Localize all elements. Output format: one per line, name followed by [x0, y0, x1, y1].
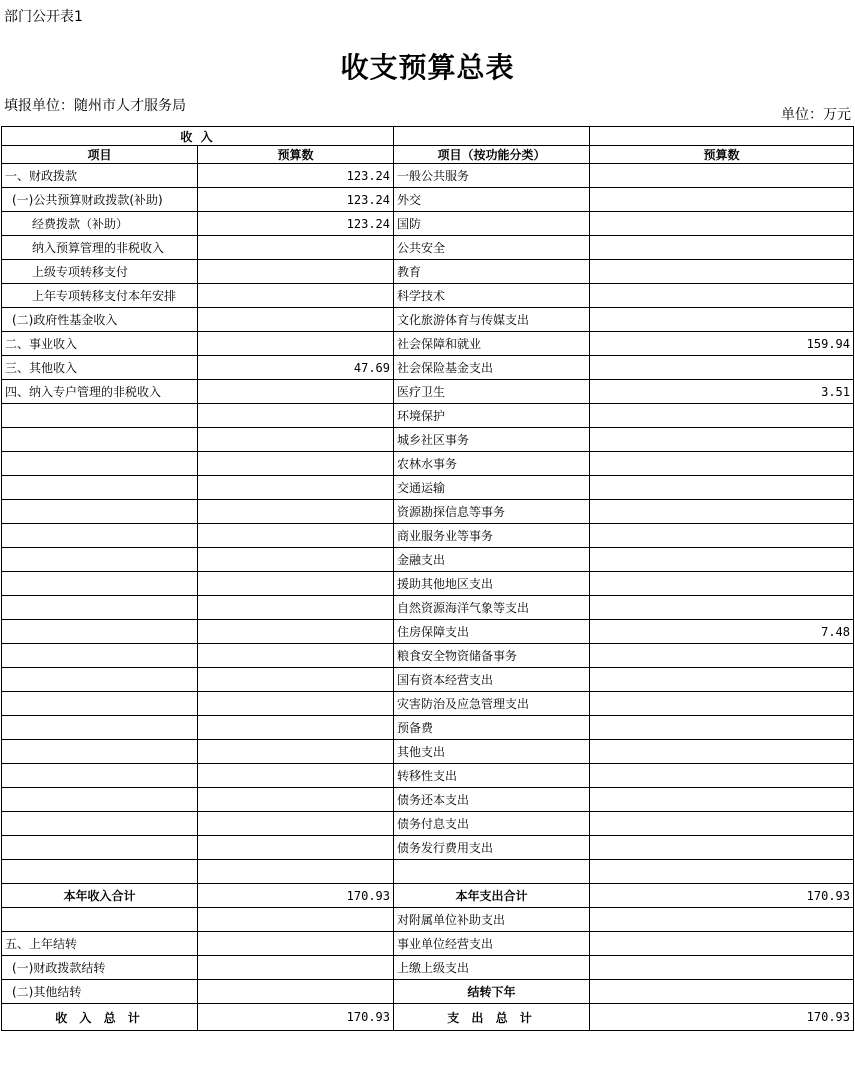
section-expense-header-empty: [394, 127, 590, 146]
expense-budget-cell: [590, 740, 854, 764]
table-row: [2, 308, 854, 332]
income-item-cell: 五、上年结转: [2, 932, 198, 956]
expense-budget-cell: [590, 668, 854, 692]
income-item-cell: [2, 548, 198, 572]
income-item-cell: [2, 428, 198, 452]
budget-summary-table: [1, 126, 854, 1031]
expense-item-cell: 支 出 总 计: [394, 1004, 590, 1031]
expense-budget-cell: [590, 428, 854, 452]
expense-item-cell: 环境保护: [394, 404, 590, 428]
expense-budget-cell: [590, 812, 854, 836]
expense-budget-cell: [590, 236, 854, 260]
income-budget-cell: [198, 476, 394, 500]
table-row: [2, 716, 854, 740]
table-row: [2, 548, 854, 572]
expense-item-cell: 住房保障支出: [394, 620, 590, 644]
expense-budget-cell: [590, 596, 854, 620]
table-row: [2, 836, 854, 860]
income-item-cell: 收 入 总 计: [2, 1004, 198, 1031]
expense-budget-cell: [590, 452, 854, 476]
expense-budget-cell: [590, 164, 854, 188]
table-row: [2, 620, 854, 644]
income-item-cell: [2, 452, 198, 476]
unit-measure: 单位：万元: [781, 107, 851, 123]
expense-budget-cell: [590, 404, 854, 428]
col-header-budget: 预算数: [198, 146, 394, 164]
table-row: [2, 476, 854, 500]
expense-budget-cell: 170.93: [590, 884, 854, 908]
income-budget-cell: [198, 956, 394, 980]
income-item-cell: [2, 620, 198, 644]
expense-item-cell: 科学技术: [394, 284, 590, 308]
income-item-cell: [2, 596, 198, 620]
section-header-row: [2, 127, 854, 146]
col-header-item: 项目: [2, 146, 198, 164]
expense-budget-cell: [590, 980, 854, 1004]
table-row: [2, 884, 854, 908]
expense-budget-cell: [590, 572, 854, 596]
table-row: [2, 812, 854, 836]
expense-budget-cell: [590, 476, 854, 500]
expense-item-cell: 本年支出合计: [394, 884, 590, 908]
reporting-unit: 填报单位：随州市人才服务局: [4, 98, 186, 114]
income-budget-cell: [198, 596, 394, 620]
table-row: [2, 764, 854, 788]
income-item-cell: [2, 812, 198, 836]
income-item-cell: 三、其他收入: [2, 356, 198, 380]
expense-budget-cell: [590, 764, 854, 788]
income-item-cell: 上年专项转移支付本年安排: [2, 284, 198, 308]
expense-budget-cell: [590, 284, 854, 308]
expense-item-cell: 国有资本经营支出: [394, 668, 590, 692]
income-item-cell: [2, 644, 198, 668]
table-row: [2, 980, 854, 1004]
income-budget-cell: 123.24: [198, 188, 394, 212]
income-item-cell: [2, 740, 198, 764]
income-item-cell: 经费拨款（补助）: [2, 212, 198, 236]
income-budget-cell: [198, 812, 394, 836]
expense-budget-cell: [590, 500, 854, 524]
expense-budget-cell: [590, 716, 854, 740]
expense-budget-cell: [590, 260, 854, 284]
income-budget-cell: [198, 500, 394, 524]
income-budget-cell: [198, 668, 394, 692]
page-title: 收支预算总表: [340, 51, 515, 84]
income-budget-cell: [198, 260, 394, 284]
expense-budget-cell: [590, 308, 854, 332]
table-row: [2, 164, 854, 188]
doc-code-label: 部门公开表1: [4, 9, 83, 25]
expense-budget-cell: 159.94: [590, 332, 854, 356]
expense-budget-cell: [590, 956, 854, 980]
expense-item-cell: 交通运输: [394, 476, 590, 500]
table-row: [2, 452, 854, 476]
expense-item-cell: 自然资源海洋气象等支出: [394, 596, 590, 620]
expense-budget-cell: [590, 932, 854, 956]
table-row: [2, 500, 854, 524]
expense-item-cell: 一般公共服务: [394, 164, 590, 188]
income-budget-cell: 47.69: [198, 356, 394, 380]
expense-item-cell: 公共安全: [394, 236, 590, 260]
income-budget-cell: [198, 284, 394, 308]
income-budget-cell: [198, 380, 394, 404]
expense-item-cell: 城乡社区事务: [394, 428, 590, 452]
expense-budget-cell: [590, 524, 854, 548]
income-budget-cell: [198, 428, 394, 452]
income-item-cell: 一、财政拨款: [2, 164, 198, 188]
expense-item-cell: 社会保障和就业: [394, 332, 590, 356]
income-item-cell: 上级专项转移支付: [2, 260, 198, 284]
expense-item-cell: 转移性支出: [394, 764, 590, 788]
expense-item-cell: 其他支出: [394, 740, 590, 764]
income-item-cell: 纳入预算管理的非税收入: [2, 236, 198, 260]
table-row: [2, 788, 854, 812]
income-item-cell: 二、事业收入: [2, 332, 198, 356]
expense-item-cell: 社会保险基金支出: [394, 356, 590, 380]
expense-budget-cell: [590, 548, 854, 572]
income-item-cell: [2, 476, 198, 500]
expense-item-cell: 对附属单位补助支出: [394, 908, 590, 932]
table-row: [2, 956, 854, 980]
income-budget-cell: [198, 548, 394, 572]
income-budget-cell: [198, 740, 394, 764]
income-budget-cell: [198, 452, 394, 476]
table-row: [2, 260, 854, 284]
expense-budget-cell: [590, 644, 854, 668]
expense-item-cell: 援助其他地区支出: [394, 572, 590, 596]
expense-item-cell: 结转下年: [394, 980, 590, 1004]
income-budget-cell: [198, 332, 394, 356]
income-budget-cell: [198, 404, 394, 428]
income-budget-cell: [198, 980, 394, 1004]
income-budget-cell: [198, 620, 394, 644]
income-item-cell: [2, 836, 198, 860]
table-row: [2, 236, 854, 260]
income-budget-cell: [198, 932, 394, 956]
income-item-cell: [2, 404, 198, 428]
income-item-cell: [2, 668, 198, 692]
income-budget-cell: [198, 308, 394, 332]
income-item-cell: (一)财政拨款结转: [2, 956, 198, 980]
expense-item-cell: 债务还本支出: [394, 788, 590, 812]
expense-item-cell: 粮食安全物资储备事务: [394, 644, 590, 668]
table-row: [2, 332, 854, 356]
expense-item-cell: 债务付息支出: [394, 812, 590, 836]
income-budget-cell: [198, 860, 394, 884]
income-budget-cell: 170.93: [198, 884, 394, 908]
income-budget-cell: 170.93: [198, 1004, 394, 1031]
expense-budget-cell: [590, 212, 854, 236]
expense-budget-cell: 3.51: [590, 380, 854, 404]
expense-item-cell: 文化旅游体育与传媒支出: [394, 308, 590, 332]
income-budget-cell: [198, 716, 394, 740]
income-budget-cell: [198, 236, 394, 260]
expense-item-cell: 农林水事务: [394, 452, 590, 476]
expense-budget-cell: [590, 860, 854, 884]
expense-item-cell: 教育: [394, 260, 590, 284]
income-item-cell: (二)其他结转: [2, 980, 198, 1004]
section-expense-header-empty-2: [590, 127, 854, 146]
expense-budget-cell: [590, 836, 854, 860]
income-budget-cell: 123.24: [198, 212, 394, 236]
expense-budget-cell: [590, 188, 854, 212]
expense-item-cell: 预备费: [394, 716, 590, 740]
expense-item-cell: 上缴上级支出: [394, 956, 590, 980]
income-budget-cell: [198, 764, 394, 788]
table-row: [2, 1004, 854, 1031]
expense-item-cell: 医疗卫生: [394, 380, 590, 404]
income-budget-cell: [198, 836, 394, 860]
income-budget-cell: [198, 644, 394, 668]
income-item-cell: [2, 716, 198, 740]
expense-item-cell: 外交: [394, 188, 590, 212]
table-row: [2, 860, 854, 884]
expense-budget-cell: [590, 908, 854, 932]
table-row: [2, 596, 854, 620]
income-item-cell: (二)政府性基金收入: [2, 308, 198, 332]
table-row: [2, 188, 854, 212]
expense-item-cell: 资源勘探信息等事务: [394, 500, 590, 524]
expense-item-cell: 国防: [394, 212, 590, 236]
expense-budget-cell: 170.93: [590, 1004, 854, 1031]
table-row: [2, 908, 854, 932]
col-header-item-func: 项目（按功能分类）: [394, 146, 590, 164]
table-row: [2, 644, 854, 668]
income-budget-cell: [198, 692, 394, 716]
income-item-cell: [2, 788, 198, 812]
income-item-cell: [2, 908, 198, 932]
income-item-cell: 四、纳入专户管理的非税收入: [2, 380, 198, 404]
income-budget-cell: [198, 572, 394, 596]
table-row: [2, 428, 854, 452]
income-budget-cell: [198, 524, 394, 548]
income-budget-cell: [198, 788, 394, 812]
expense-item-cell: 债务发行费用支出: [394, 836, 590, 860]
table-row: [2, 380, 854, 404]
income-item-cell: [2, 692, 198, 716]
income-budget-cell: 123.24: [198, 164, 394, 188]
table-row: [2, 404, 854, 428]
table-row: [2, 524, 854, 548]
table-row: [2, 668, 854, 692]
expense-item-cell: 灾害防治及应急管理支出: [394, 692, 590, 716]
section-income-header: 收 入: [2, 127, 394, 146]
table-row: [2, 284, 854, 308]
income-budget-cell: [198, 908, 394, 932]
expense-budget-cell: [590, 788, 854, 812]
table-row: [2, 356, 854, 380]
income-item-cell: [2, 500, 198, 524]
table-row: [2, 212, 854, 236]
expense-item-cell: 商业服务业等事务: [394, 524, 590, 548]
expense-item-cell: 事业单位经营支出: [394, 932, 590, 956]
expense-item-cell: 金融支出: [394, 548, 590, 572]
column-header-row: [2, 146, 854, 164]
income-item-cell: [2, 764, 198, 788]
table-row: [2, 692, 854, 716]
expense-budget-cell: [590, 692, 854, 716]
col-header-budget-2: 预算数: [590, 146, 854, 164]
income-item-cell: (一)公共预算财政拨款(补助): [2, 188, 198, 212]
table-row: [2, 572, 854, 596]
income-item-cell: [2, 524, 198, 548]
income-item-cell: 本年收入合计: [2, 884, 198, 908]
income-item-cell: [2, 860, 198, 884]
expense-item-cell: [394, 860, 590, 884]
table-row: [2, 740, 854, 764]
expense-budget-cell: 7.48: [590, 620, 854, 644]
income-item-cell: [2, 572, 198, 596]
expense-budget-cell: [590, 356, 854, 380]
table-row: [2, 932, 854, 956]
